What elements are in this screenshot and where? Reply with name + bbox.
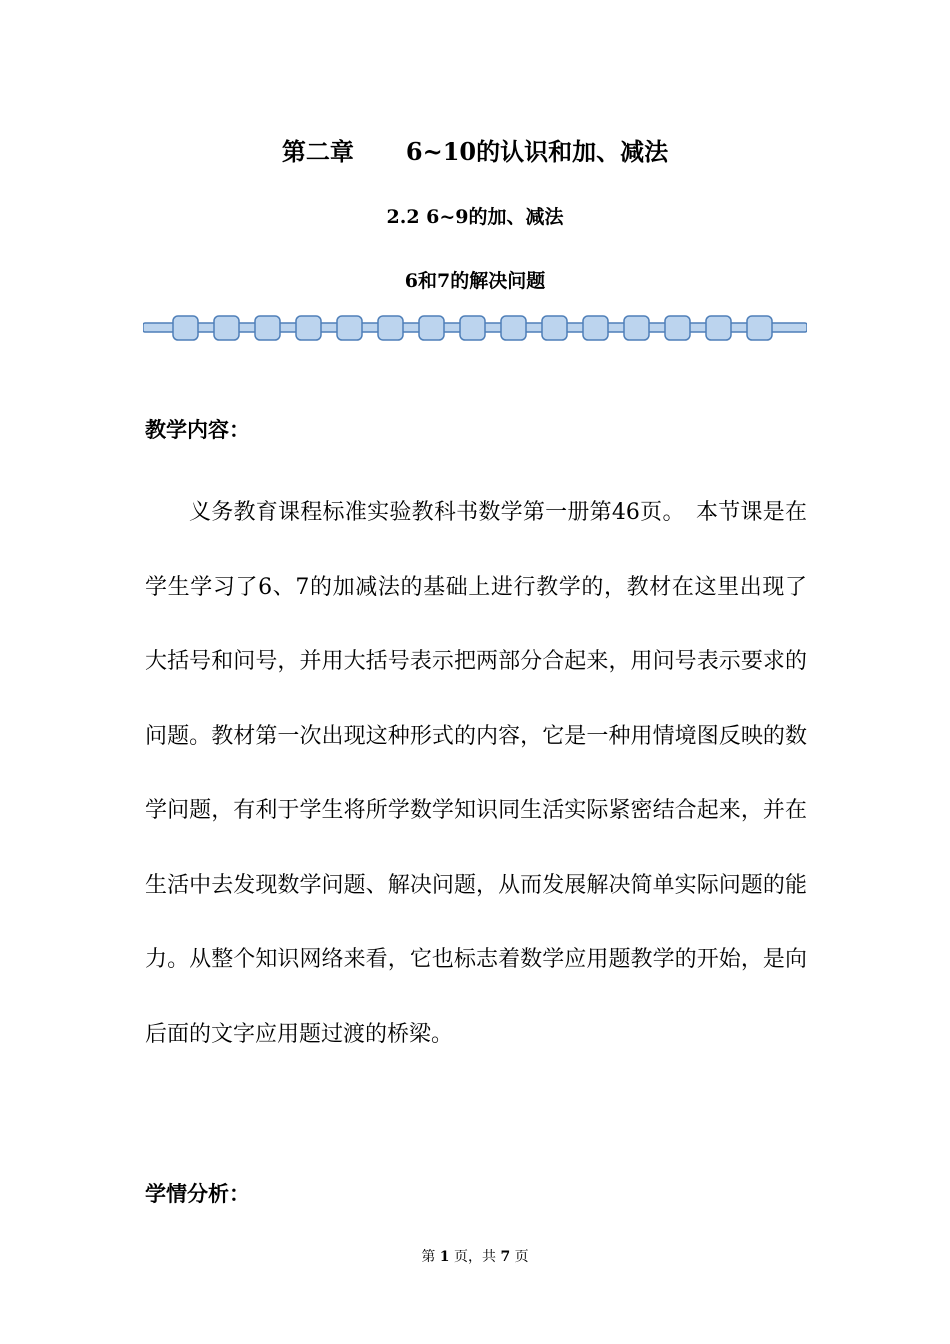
footer-middle: 页，共	[454, 1249, 496, 1265]
teaching-content-paragraph: 义务教育课程标准实验教科书数学第一册第46页。 本节课是在学生学习了6、7的加减法的基础上进行教学的，教材在这里出现了大括号和问号，并用大括号表示把两部分合起来，用问号表示要求的问题。教材第一次出现这种形式的内容，它是一种用情境图反映的数学问题，有利于学生将所学数学知识同生活实际紧密结合起来，并在生活中去发现数学问题、解决问题，从而发展解决简单实际问题的能力。从整个知识网络来看，它也标志着数学应用题教学的开始，是向后面的文字应用题过渡的桥梁。	[145, 500, 807, 1047]
divider-bead	[460, 316, 485, 340]
bead-divider	[143, 312, 807, 344]
footer-total-pages: 7	[500, 1249, 511, 1265]
divider-bead	[501, 316, 526, 340]
page-footer	[0, 1246, 950, 1266]
divider-bead	[624, 316, 649, 340]
divider-bead	[296, 316, 321, 340]
footer-suffix: 页	[514, 1249, 529, 1265]
chapter-name: 6~10的认识和加、减法	[405, 137, 669, 166]
divider-bead	[747, 316, 772, 340]
divider-bead	[542, 316, 567, 340]
divider-bead	[173, 316, 198, 340]
chapter-label: 第二章	[281, 137, 354, 166]
divider-bead	[706, 316, 731, 340]
section-title: 2.2 6~9的加、减法	[386, 206, 564, 228]
teaching-content-heading: 教学内容：	[145, 417, 250, 442]
divider-bead	[419, 316, 444, 340]
divider-bead	[378, 316, 403, 340]
learning-analysis-heading: 学情分析：	[145, 1181, 250, 1206]
divider-bead	[255, 316, 280, 340]
lesson-title: 6和7的解决问题	[404, 270, 546, 292]
footer-prefix: 第	[421, 1249, 436, 1265]
footer-page-number: 1	[439, 1249, 450, 1265]
divider-bead	[583, 316, 608, 340]
divider-bead	[214, 316, 239, 340]
chapter-title	[0, 132, 950, 167]
divider-bead	[337, 316, 362, 340]
divider-bead	[665, 316, 690, 340]
